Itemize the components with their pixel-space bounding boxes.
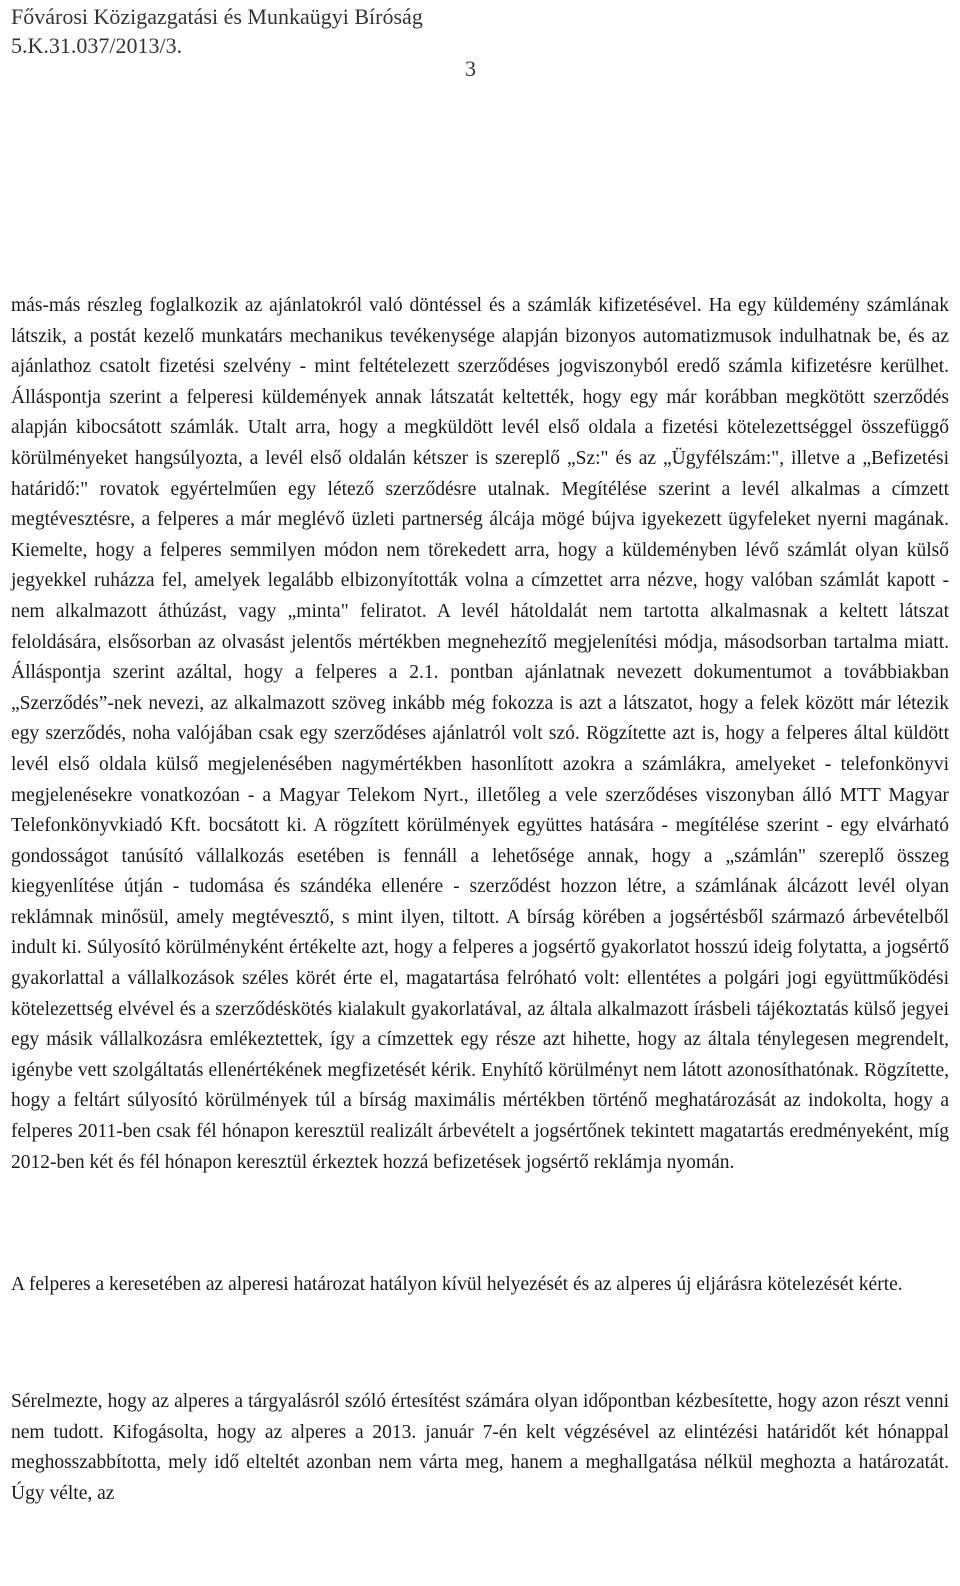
paragraph-claim: A felperes a keresetében az alperesi határozat hatályon kívül helyezését és az alperes új eljárásra kötelezését kérte.	[11, 1274, 903, 1295]
case-number: 5.K.31.037/2013/3.	[11, 33, 183, 58]
document-header	[11, 2, 423, 60]
paragraph-objection: Sérelmezte, hogy az alperes a tárgyalásról szóló értesítést számára olyan időpontban kézbesítette, hogy azon részt venni nem tudott. Kifogásolta, hogy az alperes a 2013. január 7-én kelt végzésével az elintézési határidőt két hónappal meghosszabbította, mely idő elteltét azonban nem várta meg, hanem a meghallgatása nélkül meghozta a határozatát. Úgy vélte, az	[11, 1391, 949, 1504]
court-name: Fővárosi Közigazgatási és Munkaügyi Bíróság	[11, 4, 423, 29]
page-number: 3	[465, 56, 476, 81]
paragraph-reasoning: más-más részleg foglalkozik az ajánlatokról való döntéssel és a számlák kifizetésével. Ha egy küldemény számlának látszik, a postát kezelő munkatárs mechanikus tevékenysége alapján bizonyos automatizmusok indulhatnak be, és az ajánlathoz csatolt fizetési szelvény - mint feltételezett szerződéses jogviszonyból eredő számla kifizetésre kerülhet. Álláspontja szerint a felperesi küldemények annak látszatát keltették, hogy egy már korábban megkötött szerződés alapján kibocsátott számlák. Utalt arra, hogy a megküldött levél első oldala a fizetési kötelezettséggel összefüggő körülményeket hangsúlyozta, a levél első oldalán kétszer is szereplő „Sz:" és az „Ügyfélszám:", illetve a „Befizetési határidő:" rovatok egyértelműen egy létező szerződésre utalnak. Megítélése szerint a levél alkalmas a címzett megtévesztésre, a felperes a már meglévő üzleti partnerség álcája mögé bújva igyekezett ügyfeleket nyerni magának. Kiemelte, hogy a felperes semmilyen módon nem törekedett arra, hogy a küldeményben lévő számlát olyan külső jegyekkel ruházza fel, amelyek legalább elbizonyították volna a címzettet arra nézve, hogy valóban számlát kapott - nem alkalmazott áthúzást, vagy „minta" feliratot. A levél hátoldalát nem tartotta alkalmasnak a keltett látszat feloldására, elsősorban az olvasást jelentős mértékben megnehezítő megjelenítési módja, másodsorban tartalma miatt. Álláspontja szerint azáltal, hogy a felperes a 2.1. pontban ajánlatnak nevezett dokumentumot a továbbiakban „Szerződés”-nek nevezi, az alkalmazott szöveg inkább még fokozza is azt a látszatot, hogy a felek között már létezik egy szerződés, noha valójában csak egy szerződéses ajánlatról volt szó. Rögzítette azt is, hogy a felperes által küldött levél első oldala külső megjelenésében nagymértékben hasonlított azokra a számlákra, amelyeket - telefonkönyvi megjelenésekre vonatkozóan - a Magyar Telekom Nyrt., illetőleg a vele szerződéses viszonyban álló MTT Magyar Telefonkönyvkiadó Kft. bocsátott ki. A rögzített körülmények együttes hatására - megítélése szerint - egy elvárható gondosságot tanúsító vállalkozás esetében is fennáll a lehetősége annak, hogy a „számlán" szereplő összeg kiegyenlítése útján - tudomása és szándéka ellenére - szerződést hozzon létre, a számlának álcázott levél olyan reklámnak minősül, amely megtévesztő, s mint ilyen, tiltott. A bírság körében a jogsértésből származó árbevételből indult ki. Súlyosító körülményként értékelte azt, hogy a felperes a jogsértő gyakorlatot hosszú ideig folytatta, a jogsértő gyakorlattal a vállalkozások széles körét érte el, magatartása felróható volt: ellentétes a polgári jogi együttműködési kötelezettség elvével és a szerződéskötés kialakult gyakorlatával, az általa alkalmazott írásbeli tájékoztatás külső jegyei egy másik vállalkozásra emlékeztettek, így a címzettek egy része azt hihette, hogy az általa ténylegesen megrendelt, igénybe vett szolgáltatás ellenértékének megfizetését kérik. Enyhítő körülményt nem látott azonosíthatónak. Rögzítette, hogy a feltárt súlyosító körülmények túl a bírság maximális mértékben történő meghatározását az indokolta, hogy a felperes 2011-ben csak fél hónapon keresztül realizált árbevételt a jogsértőnek tekintett magatartás eredményeként, míg 2012-ben két és fél hónapon keresztül érkeztek hozzá befizetések jogsértő reklámja nyomán.	[11, 295, 949, 1173]
